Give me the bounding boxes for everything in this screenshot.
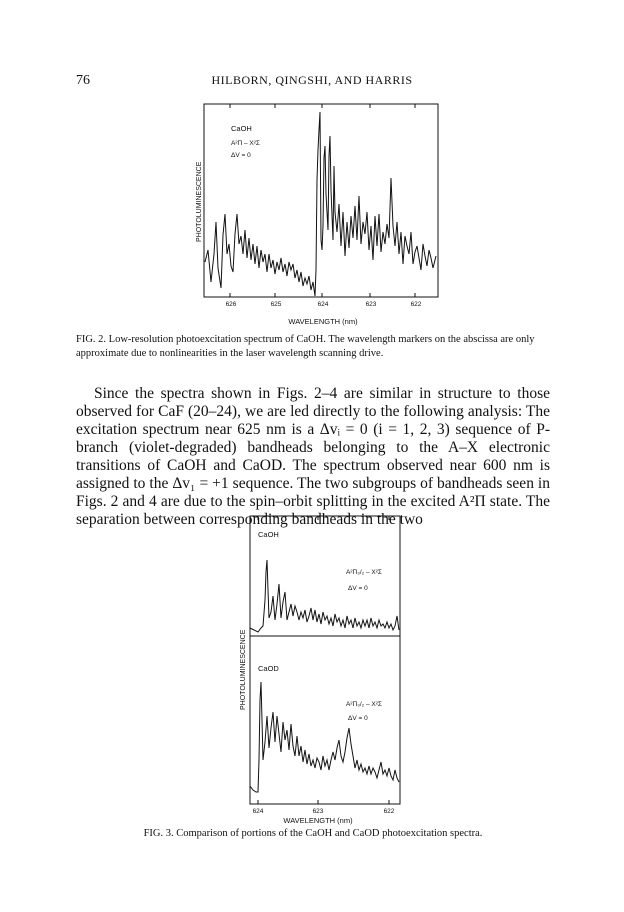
fig3-bottom-transition: A²Π₃/₂ – X²Σ (346, 701, 382, 708)
running-head: HILBORN, QINGSHI, AND HARRIS (211, 73, 413, 87)
figure-3-caption: FIG. 3. Comparison of portions of the CaOH and CaOD photoexcitation spectra. (143, 828, 483, 839)
figure-2-caption: FIG. 2. Low-resolution photoexcitation spectrum of CaOH. The wavelength markers on the abscissa are only approximate due to nonlinearities in the laser wavelength scanning drive. (76, 334, 535, 359)
fig3-tick-label: 624 (252, 808, 264, 815)
body-paragraph: Since the spectra shown in Figs. 2–4 are similar in structure to those observed for CaF (20–24), we are led directly to the following analysis: The excitation spectrum near 625 nm is a Δvᵢ = 0 (i = 1, 2, 3) sequence of P-branch (violet-degraded) bandheads belonging to the A–X electronic transitions of CaOH and CaOD. The spectrum observed near 600 nm is assigned to the Δv₁ = +1 sequence. The two subgroups of bandheads seen in Figs. 2 and 4 are due to the spin–orbit splitting in the excited A²Π state. The separation between corresponding bandheads in the two (76, 385, 550, 528)
fig3-spectrum-caod (250, 682, 399, 792)
fig3-top-delta-v: ΔV = 0 (348, 585, 368, 592)
fig2-tick-label: 626 (225, 301, 237, 308)
fig3-tick-label: 622 (383, 808, 395, 815)
fig2-tick-label: 625 (270, 301, 282, 308)
fig2-molecule: CaOH (231, 124, 252, 133)
fig2-ylabel: PHOTOLUMINESCENCE (196, 161, 203, 242)
fig3-top-molecule: CaOH (258, 530, 279, 539)
fig2-ticks (230, 104, 415, 297)
fig3-bottom-molecule: CaOD (258, 664, 279, 673)
fig3-ylabel: PHOTOLUMINESCENCE (240, 629, 247, 710)
fig2-tick-label: 622 (410, 301, 422, 308)
fig3-top-transition: A²Π₃/₂ – X²Σ (346, 569, 382, 576)
body-text (76, 385, 550, 529)
fig3-frame (250, 516, 400, 804)
fig2-delta-v: ΔV = 0 (231, 152, 251, 159)
fig2-tick-label: 624 (317, 301, 329, 308)
fig3-xlabel: WAVELENGTH (nm) (283, 816, 353, 825)
fig3-tick-label: 623 (312, 808, 324, 815)
fig2-tick-label: 623 (365, 301, 377, 308)
fig2-xlabel: WAVELENGTH (nm) (288, 317, 358, 326)
fig2-transition: A²Π – X²Σ (231, 140, 260, 147)
fig3-bottom-delta-v: ΔV = 0 (348, 715, 368, 722)
page-number: 76 (76, 73, 90, 88)
